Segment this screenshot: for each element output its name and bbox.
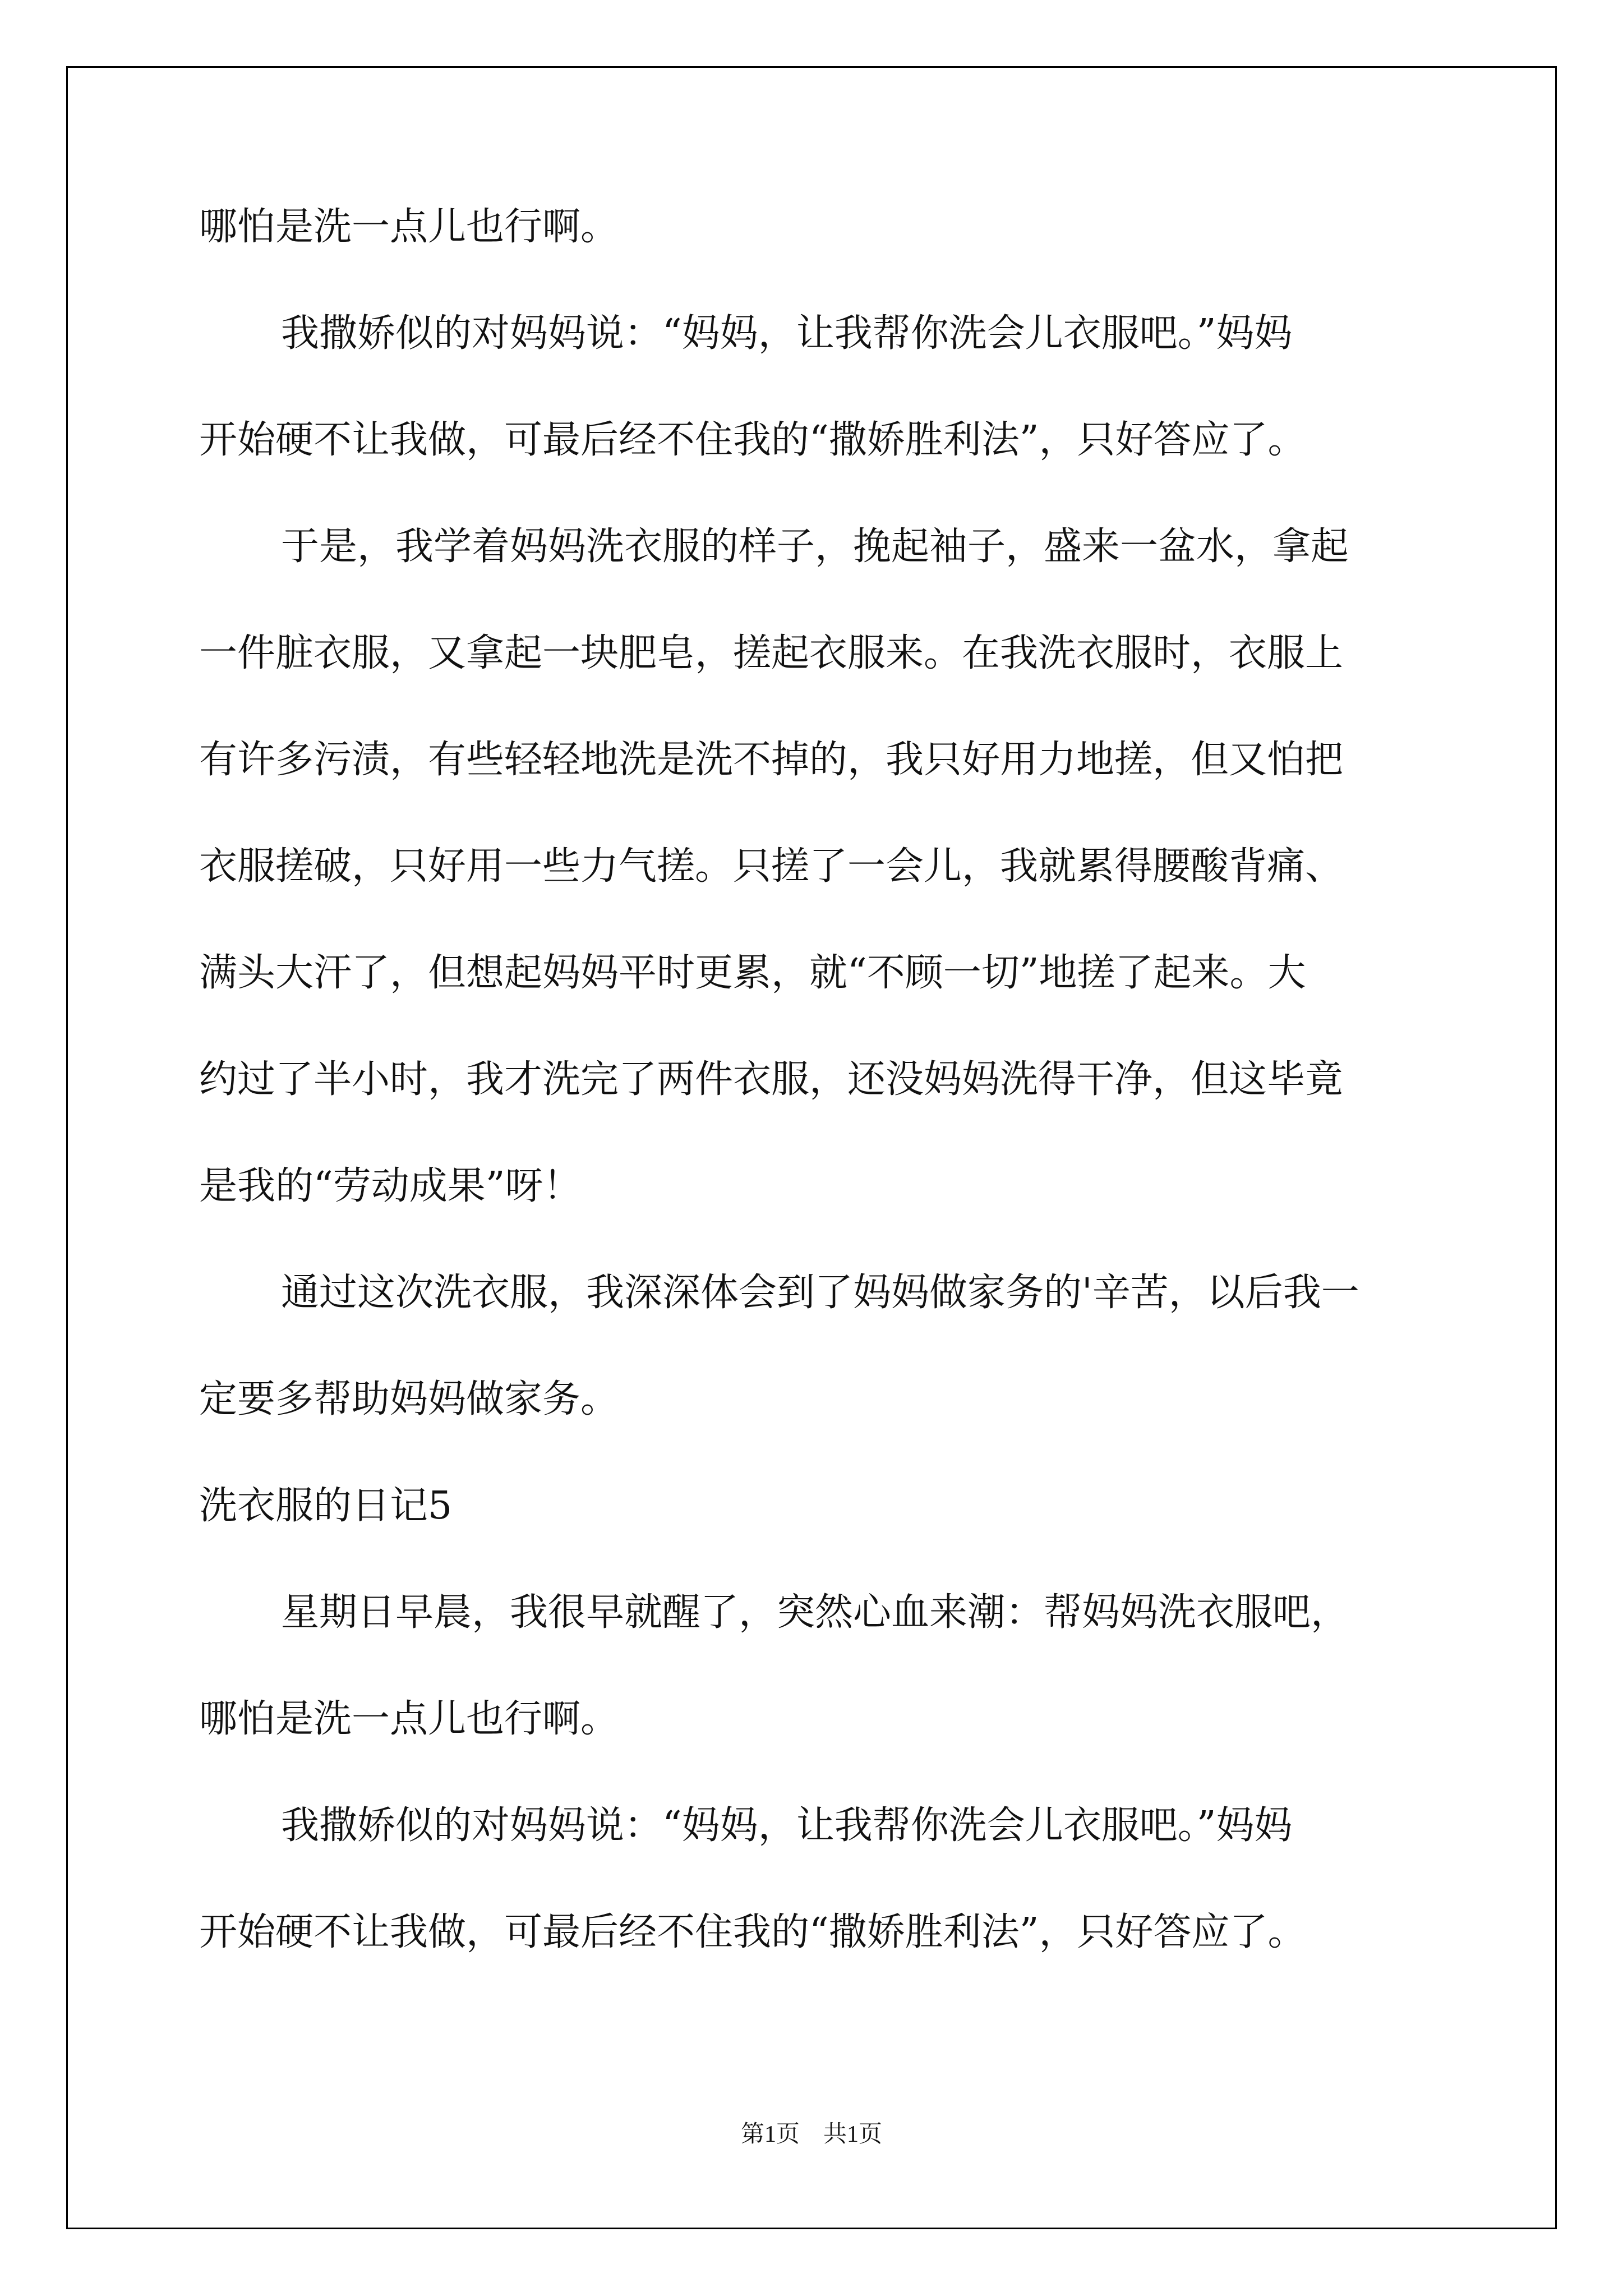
paragraph-first-line: 星期日早晨，我很早就醒了，突然心血来潮：帮妈妈洗衣服吧， (281, 1590, 1349, 1635)
text-line: 约过了半小时，我才洗完了两件衣服，还没妈妈洗得干净，但这毕竟 (199, 1057, 1344, 1102)
text-line: 一件脏衣服，又拿起一块肥皂，搓起衣服来。在我洗衣服时，衣服上 (199, 631, 1344, 675)
text-line: 衣服搓破，只好用一些力气搓。只搓了一会儿，我就累得腰酸背痛、 (199, 844, 1344, 889)
paragraph-first-line: 通过这次洗衣服，我深深体会到了妈妈做家务的'辛苦，以后我一 (281, 1271, 1359, 1315)
paragraph-first-line: 我撒娇似的对妈妈说：“妈妈，让我帮你洗会儿衣服吧。”妈妈 (281, 1803, 1293, 1848)
text-line: 开始硬不让我做，可最后经不住我的“撒娇胜利法”，只好答应了。 (199, 1910, 1306, 1954)
text-line: 有许多污渍，有些轻轻地洗是洗不掉的，我只好用力地搓，但又怕把 (199, 738, 1344, 782)
paragraph-first-line: 于是，我学着妈妈洗衣服的样子，挽起袖子，盛来一盆水，拿起 (281, 524, 1349, 569)
text-line: 哪怕是洗一点儿也行啊。 (199, 205, 619, 249)
text-line: 哪怕是洗一点儿也行啊。 (199, 1697, 619, 1741)
text-line: 满头大汗了，但想起妈妈平时更累，就“不顾一切”地搓了起来。大 (199, 951, 1306, 995)
paragraph-first-line: 我撒娇似的对妈妈说：“妈妈，让我帮你洗会儿衣服吧。”妈妈 (281, 311, 1293, 356)
text-line: 定要多帮助妈妈做家务。 (199, 1377, 619, 1421)
page-number-footer: 第1页 共1页 (740, 2122, 882, 2147)
text-line: 开始硬不让我做，可最后经不住我的“撒娇胜利法”，只好答应了。 (199, 418, 1306, 462)
section-heading: 洗衣服的日记5 (199, 1484, 453, 1528)
text-line: 是我的“劳动成果”呀！ (199, 1164, 582, 1208)
